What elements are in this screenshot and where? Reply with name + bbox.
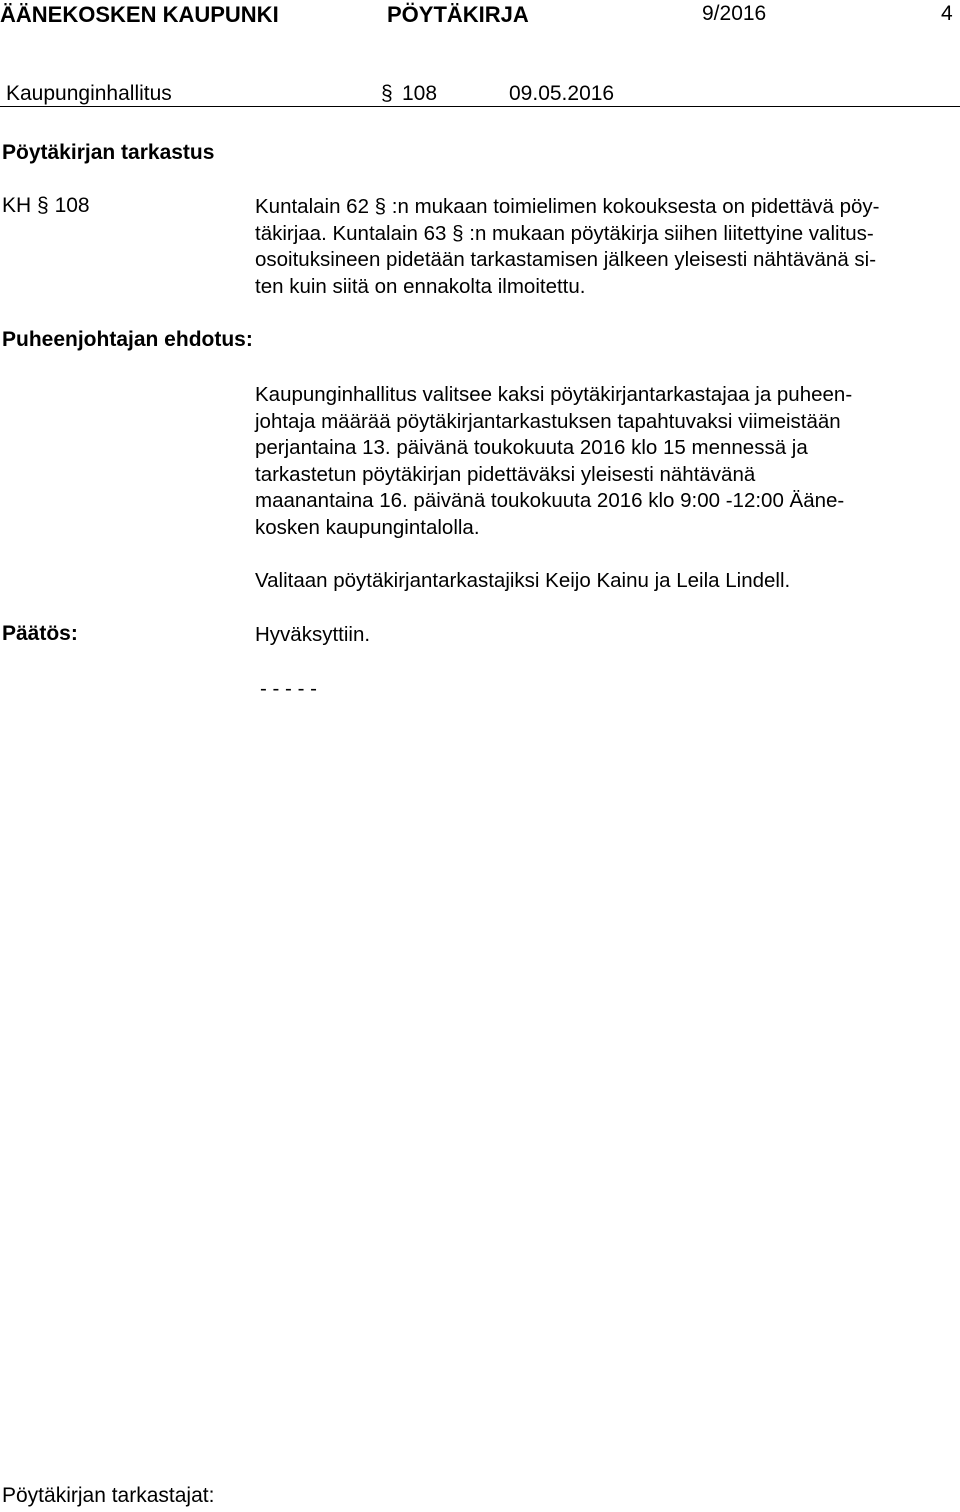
kh-section-sign: § (37, 194, 49, 217)
proposal-line: johtaja määrää pöytäkirjantarkastuksen tapahtuvaksi viimeistään (255, 409, 841, 433)
document-type: PÖYTÄKIRJA (387, 2, 529, 27)
item-title: Pöytäkirjan tarkastus (2, 141, 215, 164)
proposal-paragraph (255, 382, 852, 541)
intro-line: Kuntalain 62 § :n mukaan toimielimen kokouksesta on pidettävä pöy- (255, 195, 880, 218)
organization-name: ÄÄNEKOSKEN KAUPUNKI (0, 2, 279, 27)
proposal-line: maanantaina 16. päivänä toukokuuta 2016 klo 9:00 -12:00 Ääne- (255, 489, 845, 512)
intro-line: osoituksineen pidetään tarkastamisen jälkeen yleisesti nähtävänä si- (255, 248, 877, 271)
proposal-label: Puheenjohtajan ehdotus: (2, 328, 253, 351)
kh-number: 108 (54, 194, 90, 217)
intro-line: täkirjaa. Kuntalain 63 § :n mukaan pöytäkirja siihen liitettyine valitus- (255, 221, 874, 245)
proposal-line: Kaupunginhallitus valitsee kaksi pöytäkirjantarkastajaa ja puheen- (255, 383, 853, 406)
proposal-line: perjantaina 13. päivänä toukokuuta 2016 klo 15 mennessä ja (255, 436, 808, 459)
section-sign: § (381, 82, 393, 105)
decision-text: Hyväksyttiin. (255, 623, 371, 646)
header-divider (0, 106, 960, 107)
meeting-date: 09.05.2016 (509, 82, 615, 105)
kh-label: KH (2, 194, 32, 217)
kh-reference (2, 194, 90, 218)
proposal-line: kosken kaupungintalolla. (255, 515, 480, 539)
intro-line: ten kuin siitä on ennakolta ilmoitettu. (255, 274, 586, 298)
section-number: 108 (402, 82, 438, 105)
decision-label: Päätös: (2, 622, 78, 645)
selection-statement: Valitaan pöytäkirjantarkastajiksi Keijo Kainu ja Leila Lindell. (255, 569, 791, 592)
document-number: 9/2016 (702, 2, 767, 25)
proposal-line: tarkastetun pöytäkirjan pidettäväksi yleisesti nähtävänä (255, 462, 756, 486)
page-number: 4 (941, 2, 953, 25)
intro-paragraph (255, 194, 879, 300)
meeting-body: Kaupunginhallitus (6, 82, 172, 105)
inspectors-label: Pöytäkirjan tarkastajat: (2, 1484, 215, 1507)
end-separator: - - - - - (260, 677, 317, 700)
